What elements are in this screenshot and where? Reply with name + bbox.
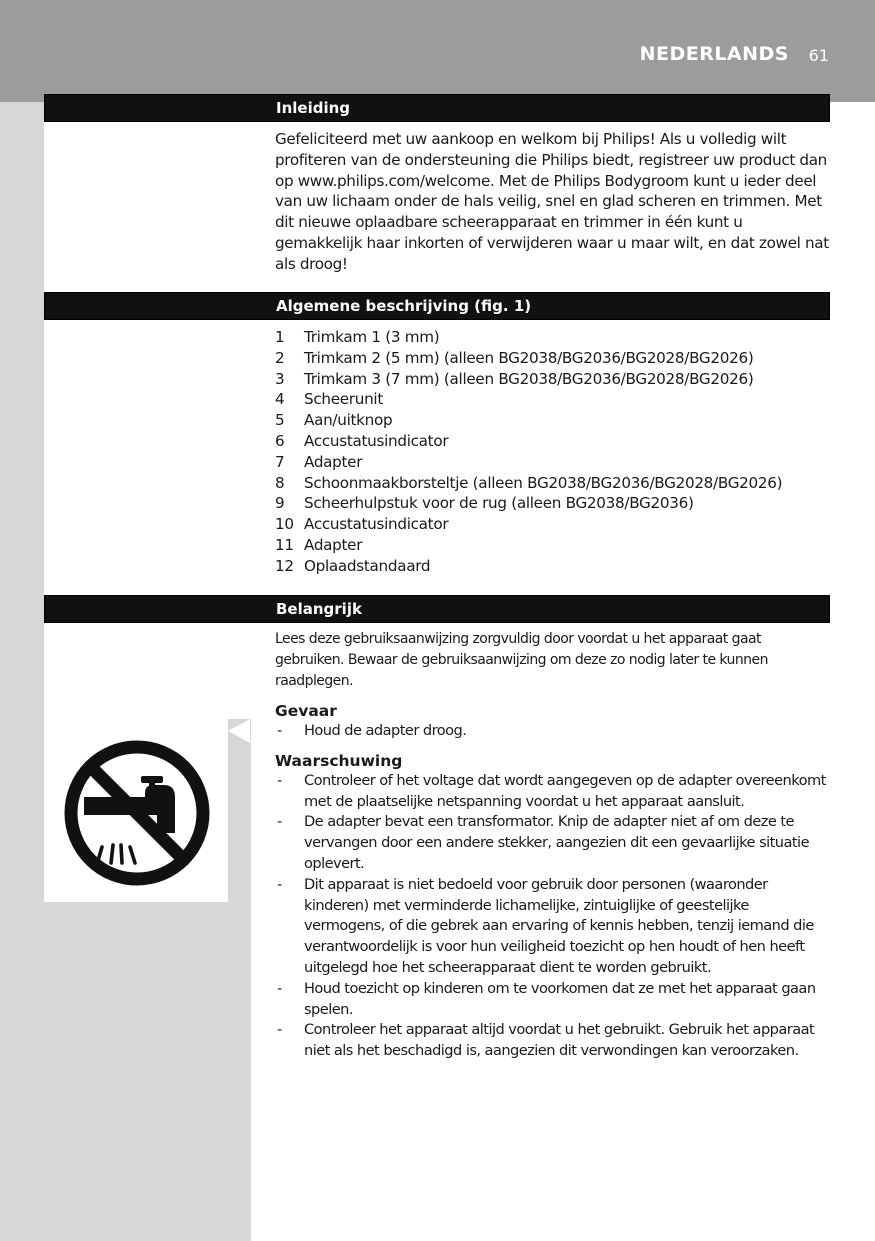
bullet-item (275, 875, 831, 979)
bullet-text: Houd de adapter droog. (304, 722, 467, 739)
item-number: 3 (275, 369, 285, 388)
bullet-item (275, 721, 831, 742)
item-text: Trimkam 2 (5 mm) (alleen BG2038/BG2036/BG2028/BG2026) (304, 348, 754, 367)
section-header-important (44, 595, 830, 623)
bullet-item (275, 812, 831, 874)
bullet-dash: - (277, 722, 282, 739)
item-text: Adapter (304, 452, 363, 471)
no-water-tap-icon (44, 719, 228, 902)
warning-list (275, 771, 831, 1062)
parts-list-item (275, 473, 831, 494)
item-text: Trimkam 1 (3 mm) (304, 328, 440, 346)
important-body (275, 629, 831, 1062)
important-intro: Lees deze gebruiksaanwijzing zorgvuldig door voordat u het apparaat gaat gebruiken. Bewaar de gebruiksaanwijzing om deze zo nodig later te kunnen raadplegen. (275, 631, 768, 689)
item-number: 5 (275, 411, 285, 430)
margin-strip (44, 122, 251, 292)
parts-list-item (275, 556, 831, 577)
parts-list-item (275, 348, 831, 369)
warning-heading: Waarschuwing (275, 751, 403, 770)
item-text: Accustatusindicator (304, 431, 449, 450)
bullet-dash: - (277, 771, 282, 789)
item-number: 9 (275, 494, 285, 513)
item-text: Scheerhulpstuk voor de rug (alleen BG2038/BG2036) (304, 494, 694, 513)
bullet-dash: - (277, 979, 282, 997)
item-text: Aan/uitknop (304, 411, 393, 430)
danger-list (275, 721, 831, 742)
parts-list-item (275, 514, 831, 535)
section-title: Algemene beschrijving (fig. 1) (276, 297, 532, 315)
parts-list-item (275, 535, 831, 556)
language-label: NEDERLANDS (639, 43, 789, 65)
section-header-description (44, 292, 830, 320)
bullet-text: De adapter bevat een transformator. Knip de adapter niet af om deze te vervangen door een andere stekker, aangezien dit een gevaarlijke situatie oplevert. (304, 813, 809, 872)
bullet-text: Controleer of het voltage dat wordt aangegeven op de adapter overeenkomt met de plaatselijke netspanning voordat u het apparaat aansluit. (304, 771, 826, 810)
section-title: Belangrijk (276, 600, 362, 618)
item-number: 1 (275, 328, 285, 346)
item-number: 10 (275, 515, 294, 534)
item-text: Accustatusindicator (304, 515, 449, 534)
item-text: Trimkam 3 (7 mm) (alleen BG2038/BG2036/BG2028/BG2026) (304, 369, 754, 388)
page-number: 61 (808, 46, 829, 65)
item-number: 11 (275, 535, 294, 554)
intro-paragraph: Gefeliciteerd met uw aankoop en welkom bij Philips! Als u volledig wilt profiteren van de ondersteuning die Philips biedt, registreer uw product dan op www.philips.com/welcome. Met de Philips Bodygroom kunt u ieder deel van uw lichaam onder de hals veilig, snel en glad scheren en trimmen. Met dit nieuwe oplaadbare scheerapparaat en trimmer in één kunt u gemakkelijk haar inkorten of verwijderen waar u maar wilt, en dat zowel nat als droog! (275, 130, 829, 273)
section-title: Inleiding (276, 99, 351, 117)
margin-strip (44, 623, 251, 719)
symbol-pointer (228, 719, 250, 743)
parts-list-item (275, 369, 831, 390)
danger-heading: Gevaar (275, 702, 337, 720)
bullet-text: Houd toezicht op kinderen om te voorkomen dat ze met het apparaat gaan spelen. (304, 979, 816, 1018)
bullet-dash: - (277, 813, 282, 831)
bullet-item (275, 979, 831, 1021)
parts-list-item (275, 452, 831, 473)
margin-strip (44, 320, 251, 595)
item-number: 7 (275, 452, 285, 471)
section-header-intro (44, 94, 830, 122)
description-body (275, 327, 831, 577)
parts-list-item (275, 389, 831, 410)
item-number: 8 (275, 473, 285, 492)
parts-list-item (275, 493, 831, 514)
item-number: 6 (275, 431, 285, 450)
bullet-item (275, 1020, 831, 1062)
item-text: Scheerunit (304, 390, 383, 409)
parts-list-item (275, 327, 831, 348)
item-number: 12 (275, 556, 294, 575)
bullet-text: Controleer het apparaat altijd voordat u het gebruikt. Gebruik het apparaat niet als het beschadigd is, aangezien dit verwondingen kan veroorzaken. (304, 1021, 815, 1060)
item-number: 4 (275, 390, 285, 409)
item-text: Oplaadstandaard (304, 556, 431, 575)
bullet-text: Dit apparaat is niet bedoeld voor gebruik door personen (waaronder kinderen) met verminderde lichamelijke, zintuiglijke of geestelijke vermogens, of die gebrek aan ervaring of kennis hebben, tenzij iemand die verantwoordelijk is voor hun veiligheid toezicht op hen houdt of hen heeft uitgelegd hoe het scheerapparaat dient te worden gebruikt. (304, 875, 814, 976)
bullet-item (275, 771, 831, 813)
parts-list-item (275, 431, 831, 452)
warning-symbol-box (44, 719, 228, 902)
item-number: 2 (275, 348, 285, 367)
parts-list-item (275, 410, 831, 431)
item-text: Schoonmaakborsteltje (alleen BG2038/BG2036/BG2028/BG2026) (304, 473, 783, 492)
item-text: Adapter (304, 535, 363, 554)
bullet-dash: - (277, 1021, 282, 1039)
page-header (0, 0, 875, 102)
intro-body (275, 129, 831, 275)
parts-list (275, 327, 831, 577)
bullet-dash: - (277, 875, 282, 893)
